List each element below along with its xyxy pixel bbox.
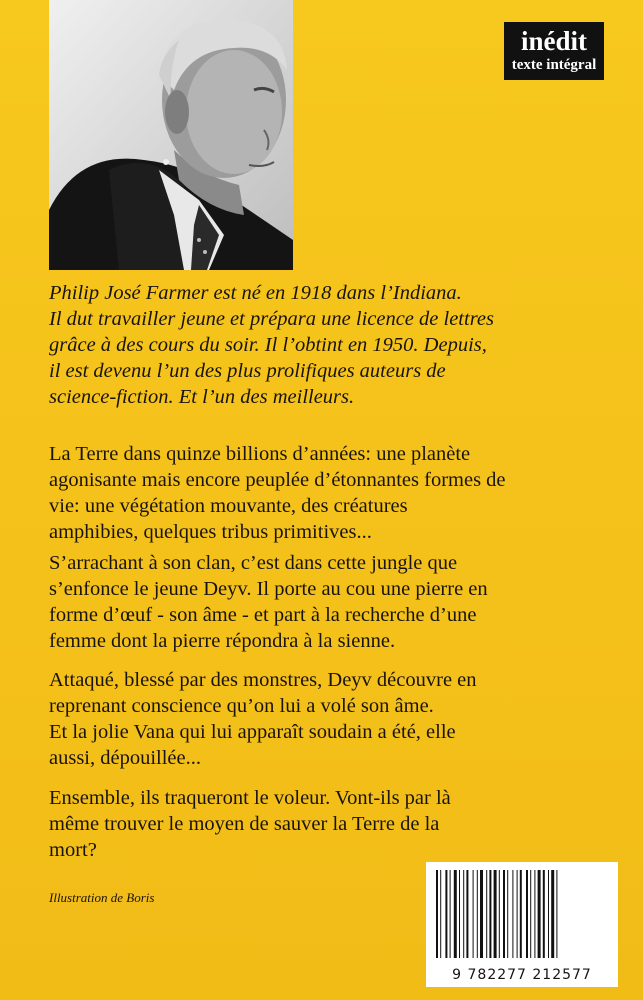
summary-paragraph-1 (49, 441, 624, 545)
paragraph-line: s’enfonce le jeune Deyv. Il porte au cou une pierre en (49, 578, 488, 600)
paragraph-line: femme dont la pierre répondra à la sienne. (49, 630, 396, 652)
paragraph-line: S’arrachant à son clan, c’est dans cette jungle que (49, 552, 458, 574)
summary-paragraph-2 (49, 550, 624, 654)
paragraph-line: amphibies, quelques tribus primitives... (49, 521, 372, 543)
badge-title: inédit (520, 26, 587, 56)
badge-subtitle: texte intégral (511, 57, 597, 73)
paragraph-line: Et la jolie Vana qui lui apparaît soudain a été, elle (49, 721, 456, 743)
paragraph-line: même trouver le moyen de sauver la Terre de la (49, 813, 440, 835)
author-bio (49, 280, 619, 410)
paragraph-line: mort? (49, 839, 97, 861)
inedit-badge (504, 22, 604, 80)
bio-line: science-fiction. Et l’un des meilleurs. (49, 386, 355, 408)
paragraph-line: agonisante mais encore peuplée d’étonnantes formes de (49, 469, 506, 491)
bio-line: Philip José Farmer est né en 1918 dans l’Indiana. (49, 282, 462, 304)
bio-line: Il dut travailler jeune et prépara une licence de lettres (49, 308, 494, 330)
author-photo (49, 0, 293, 270)
barcode (426, 862, 618, 987)
paragraph-line: aussi, dépouillée... (49, 747, 202, 769)
paragraph-line: Ensemble, ils traqueront le voleur. Vont-ils par là (49, 787, 451, 809)
summary-paragraph-4 (49, 785, 624, 863)
paragraph-line: vie: une végétation mouvante, des créatures (49, 495, 408, 517)
paragraph-line: forme d’œuf - son âme - et part à la recherche d’une (49, 604, 477, 626)
isbn-number: 9 782277 212577 (452, 967, 592, 983)
paragraph-line: reprenant conscience qu’on lui a volé son âme. (49, 695, 434, 717)
illustration-credit: Illustration de Boris (49, 890, 155, 905)
bio-line: grâce à des cours du soir. Il l’obtint en 1950. Depuis, (49, 334, 487, 356)
paragraph-line: Attaqué, blessé par des monstres, Deyv découvre en (49, 669, 477, 691)
paragraph-line: La Terre dans quinze billions d’années: une planète (49, 443, 471, 465)
summary-paragraph-3 (49, 667, 624, 771)
barcode-bars (434, 870, 610, 960)
bio-line: il est devenu l’un des plus prolifiques auteurs de (49, 360, 446, 382)
